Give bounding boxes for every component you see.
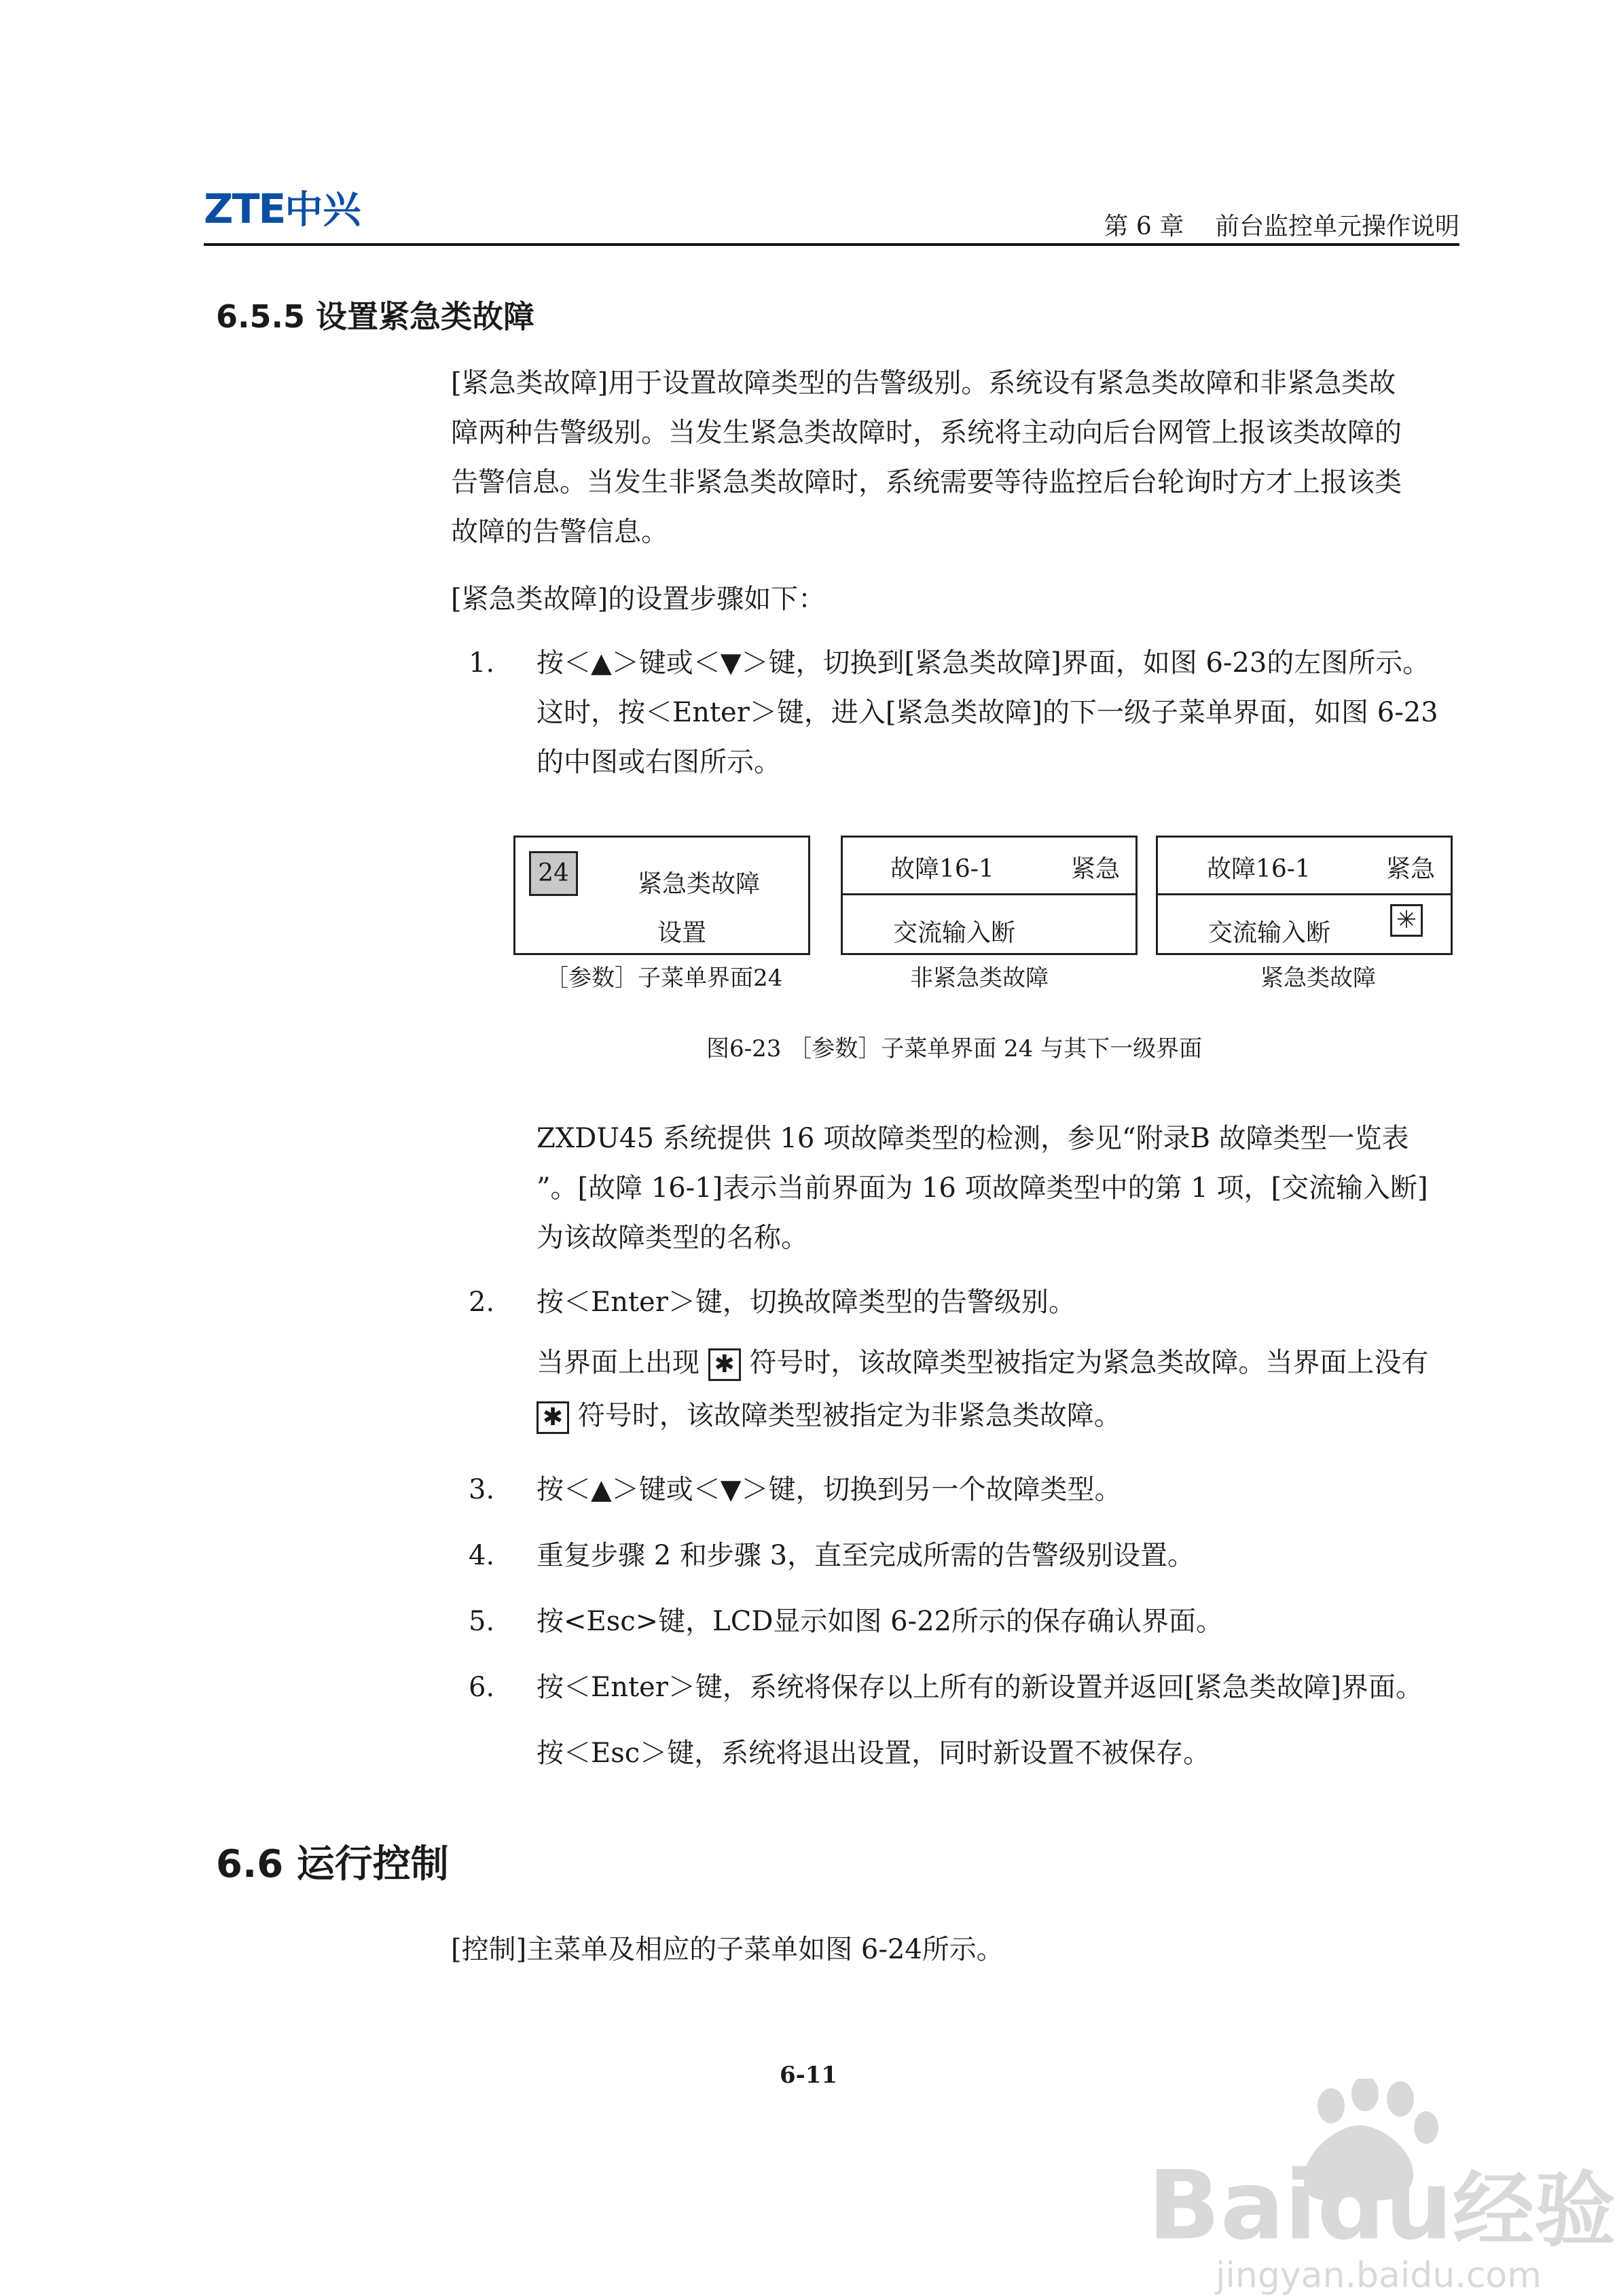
star-icon: ✱ xyxy=(708,1348,741,1381)
step-2-text: 按＜Enter＞键，切换故障类型的告警级别。 xyxy=(537,1287,1076,1318)
header-divider xyxy=(204,243,1459,246)
alarm-level: 紧急 xyxy=(1386,855,1436,883)
detail-text: 当界面上出现 xyxy=(537,1347,700,1378)
detail-text: 符号时，该故障类型被指定为非紧急类故障。 xyxy=(577,1400,1121,1431)
step-3-text: 按＜▲＞键或＜▼＞键，切换到另一个故障类型。 xyxy=(537,1474,1122,1505)
urgent-star-icon: ✳ xyxy=(1390,904,1423,937)
intro-line: 告警信息。当发生非紧急类故障时，系统需要等待监控后台轮询时方才上报该类 xyxy=(451,467,1402,498)
intro-paragraph xyxy=(451,359,1463,557)
figure-middle-label: 非紧急类故障 xyxy=(910,965,1049,992)
fault-name: 交流输入断 xyxy=(893,919,1016,947)
lcd-line2: 设置 xyxy=(657,919,707,947)
intro-line: [紧急类故障]用于设置故障类型的告警级别。系统设有紧急类故障和非紧急类故 xyxy=(451,367,1396,399)
menu-number: 24 xyxy=(529,851,578,896)
figure-left-label: ［参数］子菜单界面24 xyxy=(545,965,783,992)
step-line: 按＜▲＞键或＜▼＞键，切换到[紧急类故障]界面，如图 6-23的左图所示。 xyxy=(537,647,1430,679)
steps-intro: [紧急类故障]的设置步骤如下： xyxy=(451,584,826,615)
step-line: 的中图或右图所示。 xyxy=(537,747,781,778)
zte-logo xyxy=(204,185,361,233)
lcd-screen-right xyxy=(1156,836,1453,955)
step-number: 1. xyxy=(469,647,495,679)
note-line: ”。[故障 16-1]表示当前界面为 16 项故障类型中的第 1 项，[交流输入断] xyxy=(537,1172,1428,1204)
section-title-66: 6.6 运行控制 xyxy=(216,1842,449,1886)
intro-line: 障两种告警级别。当发生紧急类故障时，系统将主动向后台网管上报该类故障的 xyxy=(451,417,1402,448)
fault-index: 故障16-1 xyxy=(1207,855,1311,883)
lcd-divider xyxy=(843,893,1135,895)
step-number: 4. xyxy=(469,1540,495,1571)
note-line: ZXDU45 系统提供 16 项故障类型的检测，参见“附录B 故障类型一览表 xyxy=(537,1123,1409,1154)
logo-latin: ZTE xyxy=(204,185,285,233)
figure-caption: 图6-23 ［参数］子菜单界面 24 与其下一级界面 xyxy=(706,1035,1203,1062)
step-5-text: 按<Esc>键，LCD显示如图 6-22所示的保存确认界面。 xyxy=(537,1606,1223,1637)
detail-text: 符号时，该故障类型被指定为紧急类故障。当界面上没有 xyxy=(749,1347,1429,1378)
step-number: 2. xyxy=(469,1287,495,1318)
step-6-extra: 按＜Esc＞键，系统将退出设置，同时新设置不被保存。 xyxy=(537,1738,1211,1769)
lcd-screen-left xyxy=(513,836,810,955)
logo-cn: 中兴 xyxy=(285,188,361,232)
step-1-text xyxy=(537,639,1438,787)
step-number: 6. xyxy=(469,1672,495,1703)
baidu-watermark xyxy=(1148,2079,1616,2296)
step-2-detail-b xyxy=(537,1391,1121,1441)
step-4-text: 重复步骤 2 和步骤 3，直至完成所需的告警级别设置。 xyxy=(537,1540,1195,1571)
star-icon: ✱ xyxy=(537,1401,569,1434)
watermark-brand: Baidu经验 xyxy=(1148,2151,1616,2261)
step-number: 5. xyxy=(469,1606,495,1637)
lcd-screen-middle xyxy=(841,836,1138,955)
fault-index: 故障16-1 xyxy=(890,855,994,883)
section-66-text: [控制]主菜单及相应的子菜单如图 6-24所示。 xyxy=(451,1934,1004,1965)
step-2-detail-a xyxy=(537,1338,1428,1388)
lcd-divider xyxy=(1158,893,1451,895)
note-paragraph xyxy=(537,1114,1428,1263)
chapter-title: 第 6 章 前台监控单元操作说明 xyxy=(1104,213,1459,240)
figure-right-label: 紧急类故障 xyxy=(1260,965,1376,992)
lcd-line1: 紧急类故障 xyxy=(638,870,761,898)
page-number: 6-11 xyxy=(779,2062,838,2089)
note-line: 为该故障类型的名称。 xyxy=(537,1222,808,1253)
intro-line: 故障的告警信息。 xyxy=(451,516,668,548)
step-6-text: 按＜Enter＞键，系统将保存以上所有的新设置并返回[紧急类故障]界面。 xyxy=(537,1672,1423,1703)
step-line: 这时，按＜Enter＞键，进入[紧急类故障]的下一级子菜单界面，如图 6-23 xyxy=(537,697,1438,728)
fault-name: 交流输入断 xyxy=(1208,919,1331,947)
watermark-url: jingyan.baidu.com xyxy=(1216,2255,1542,2296)
step-number: 3. xyxy=(469,1474,495,1505)
section-title-655: 6.5.5 设置紧急类故障 xyxy=(216,298,534,335)
alarm-level: 紧急 xyxy=(1071,855,1121,883)
